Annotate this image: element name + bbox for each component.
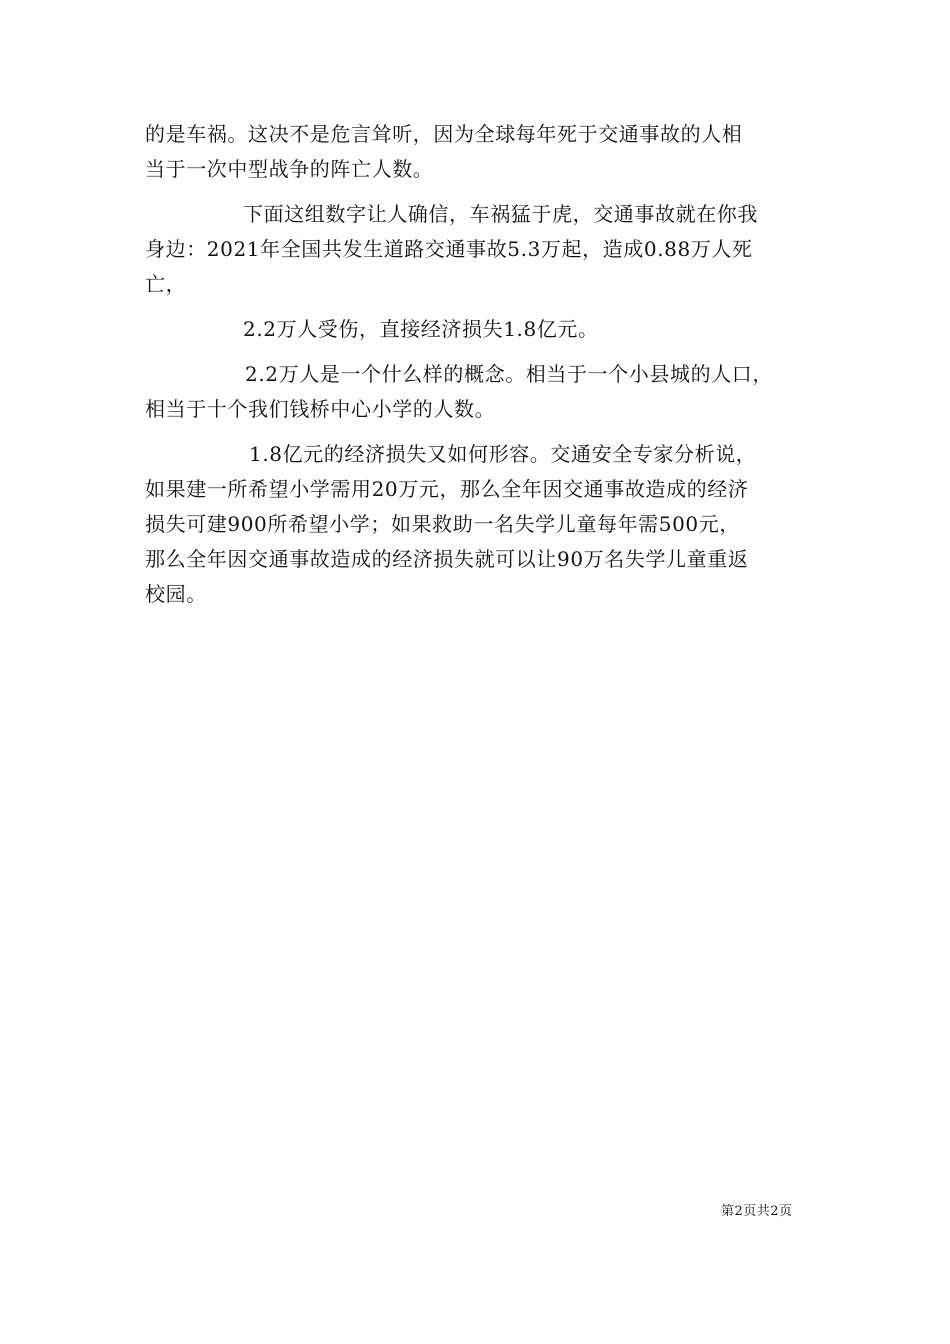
paragraph-5 — [145, 437, 815, 612]
page-number: 第2页共2页 — [721, 1204, 793, 1219]
document-body — [145, 117, 815, 612]
text-line: 相当于十个我们钱桥中心小学的人数。 — [145, 397, 496, 421]
text-line: 如果建一所希望小学需用20万元，那么全年因交通事故造成的经济 — [145, 477, 749, 501]
text-line: 1.8亿元的经济损失又如何形容。交通安全专家分析说， — [249, 442, 757, 466]
text-line: 身边：2021年全国共发生道路交通事故5.3万起，造成0.88万人死 — [145, 237, 753, 261]
paragraph-4 — [145, 357, 815, 427]
text-line: 下面这组数字让人确信，车祸猛于虎，交通事故就在你我 — [243, 202, 758, 226]
text-line: 2.2万人是一个什么样的概念。相当于一个小县城的人口， — [245, 362, 774, 386]
text-line: 损失可建900所希望小学；如果救助一名失学儿童每年需500元， — [145, 512, 740, 536]
text-line: 校园。 — [145, 582, 207, 606]
text-line: 那么全年因交通事故造成的经济损失就可以让90万名失学儿童重返 — [145, 547, 749, 571]
paragraph-1 — [145, 117, 815, 187]
text-line: 亡， — [145, 272, 187, 296]
paragraph-3 — [145, 312, 815, 347]
text-line: 当于一次中型战争的阵亡人数。 — [145, 157, 434, 181]
text-line: 的是车祸。这决不是危言耸听，因为全球每年死于交通事故的人相 — [145, 122, 743, 146]
paragraph-2 — [145, 197, 815, 302]
text-line: 2.2万人受伤，直接经济损失1.8亿元。 — [243, 317, 599, 341]
